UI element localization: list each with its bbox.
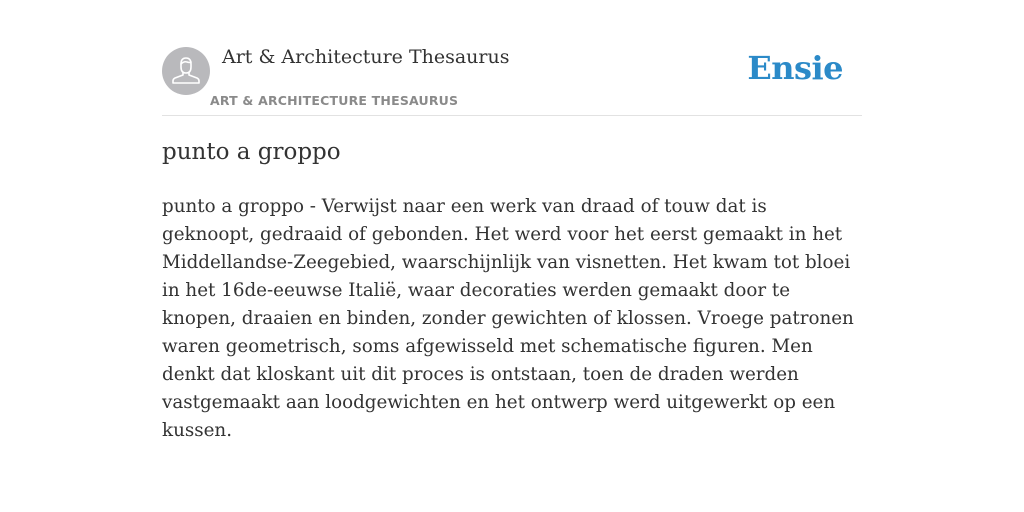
user-silhouette-icon — [162, 47, 210, 95]
brand-logo[interactable]: Ensie — [747, 49, 843, 87]
entry-header — [162, 45, 862, 116]
entry-definition: punto a groppo - Verwijst naar een werk van draad of touw dat is geknoopt, gedraaid of gebonden. Het werd voor het eerst gemaakt in het Middellandse-Zeegebied, waarschijnlijk van visnetten. Het kwam tot bloei in het 16de-eeuwse Italië, waar decoraties werden gemaakt door te knopen, draaien en binden, zonder gewichten of klossen. Vroege patronen waren geometrisch, soms afgewisseld met schematische figuren. Men denkt dat kloskant uit dit proces is ontstaan, toen de draden werden vastgemaakt aan loodgewichten en het ontwerp werd uitgewerkt op een kussen. — [162, 196, 854, 441]
source-title[interactable]: Art & Architecture Thesaurus — [222, 46, 510, 68]
entry-term: punto a groppo — [162, 139, 341, 165]
source-subtitle[interactable]: ART & ARCHITECTURE THESAURUS — [210, 93, 459, 108]
avatar[interactable] — [162, 47, 210, 95]
